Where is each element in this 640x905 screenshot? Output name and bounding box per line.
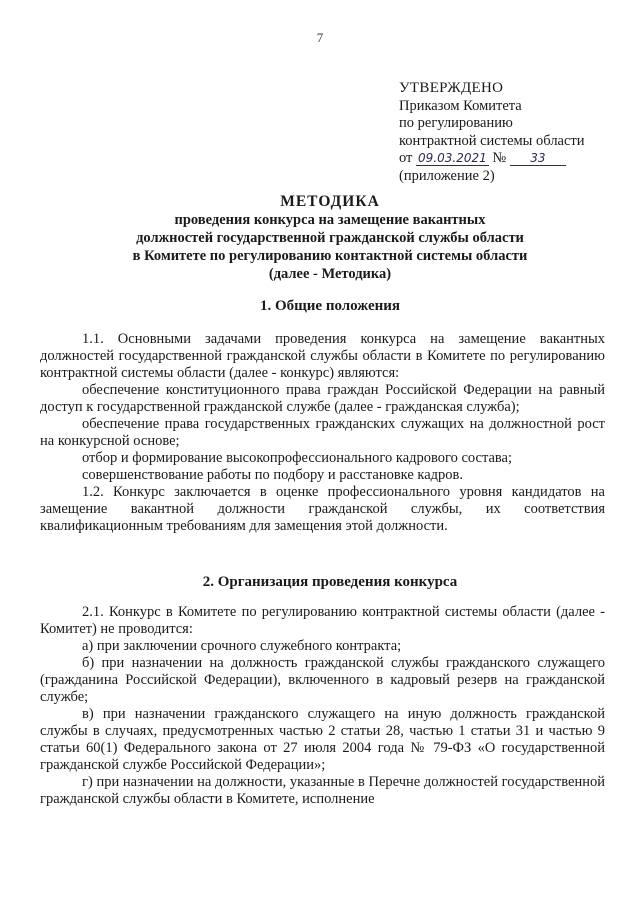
title-line-4: (далее - Методика)	[268, 266, 392, 282]
document-title	[60, 193, 600, 283]
approval-number-value: 33	[510, 152, 566, 166]
approval-date-prefix: от	[399, 150, 413, 166]
section-1-paragraph: отбор и формирование высокопрофессионального кадрового состава;	[82, 450, 513, 466]
section-2-title: 2. Организация проведения конкурса	[202, 574, 458, 590]
approval-number-sign: №	[492, 150, 507, 166]
section-1-paragraph: обеспечение права государственных гражданских служащих на должностной рост на конкурсной основе;	[40, 416, 605, 449]
section-2-body	[40, 604, 605, 808]
title-line-1: проведения конкурса на замещение вакантных	[174, 212, 486, 228]
section-1-body	[40, 331, 605, 535]
title-main: МЕТОДИКА	[280, 193, 380, 210]
approval-date-line	[399, 150, 624, 168]
section-2-paragraph: б) при назначении на должность гражданской службы гражданского служащего (гражданина Российской Федерации), включенного в кадровый резерв на гражданской службе;	[40, 655, 605, 705]
title-line-2: должностей государственной гражданской службы области	[136, 230, 524, 246]
approval-heading: УТВЕРЖДЕНО	[399, 80, 504, 96]
section-1-paragraph: совершенствование работы по подбору и расстановке кадров.	[82, 467, 464, 483]
section-1-title: 1. Общие положения	[259, 298, 401, 314]
approval-date-value: 09.03.2021	[418, 151, 487, 165]
approval-line-3: контрактной системы области	[399, 132, 585, 149]
section-1-paragraph: обеспечение конституционного права граждан Российской Федерации на равный доступ к государственной гражданской службе (далее - гражданская служба);	[40, 382, 605, 415]
approval-line-1: Приказом Комитета	[399, 97, 522, 114]
approval-appendix: (приложение 2)	[399, 167, 495, 184]
approval-line-2: по регулированию	[399, 115, 513, 131]
title-line-3: в Комитете по регулированию контактной системы области	[132, 248, 528, 264]
section-2-paragraph: а) при заключении срочного служебного контракта;	[82, 638, 402, 654]
page-number: 7	[316, 30, 324, 45]
section-2-paragraph: г) при назначении на должности, указанные в Перечне должностей государственной гражданской службы области в Комитете, исполнение	[40, 774, 605, 807]
section-2-paragraph: 2.1. Конкурс в Комитете по регулированию контрактной системы области (далее - Комитет) не проводится:	[40, 604, 605, 637]
section-1-paragraph: 1.1. Основными задачами проведения конкурса на замещение вакантных должностей государственной гражданской службы области в Комитете по регулированию контрактной системы области (далее - конкурс) являются:	[40, 331, 605, 381]
section-1-paragraph: 1.2. Конкурс заключается в оценке профессионального уровня кандидатов на замещение вакантной должности гражданской службы, их соответствия квалификационным требованиям для замещения этой должности.	[40, 484, 605, 534]
approval-stamp	[399, 80, 624, 185]
section-2-paragraph: в) при назначении гражданского служащего на иную должность гражданской службы в случаях, предусмотренных частью 2 статьи 28, частью 1 статьи 31 и частью 9 статьи 60(1) Федерального закона от 27 июля 2004 года № 79-ФЗ «О государственной гражданской службе Российской Федерации»;	[40, 706, 605, 773]
